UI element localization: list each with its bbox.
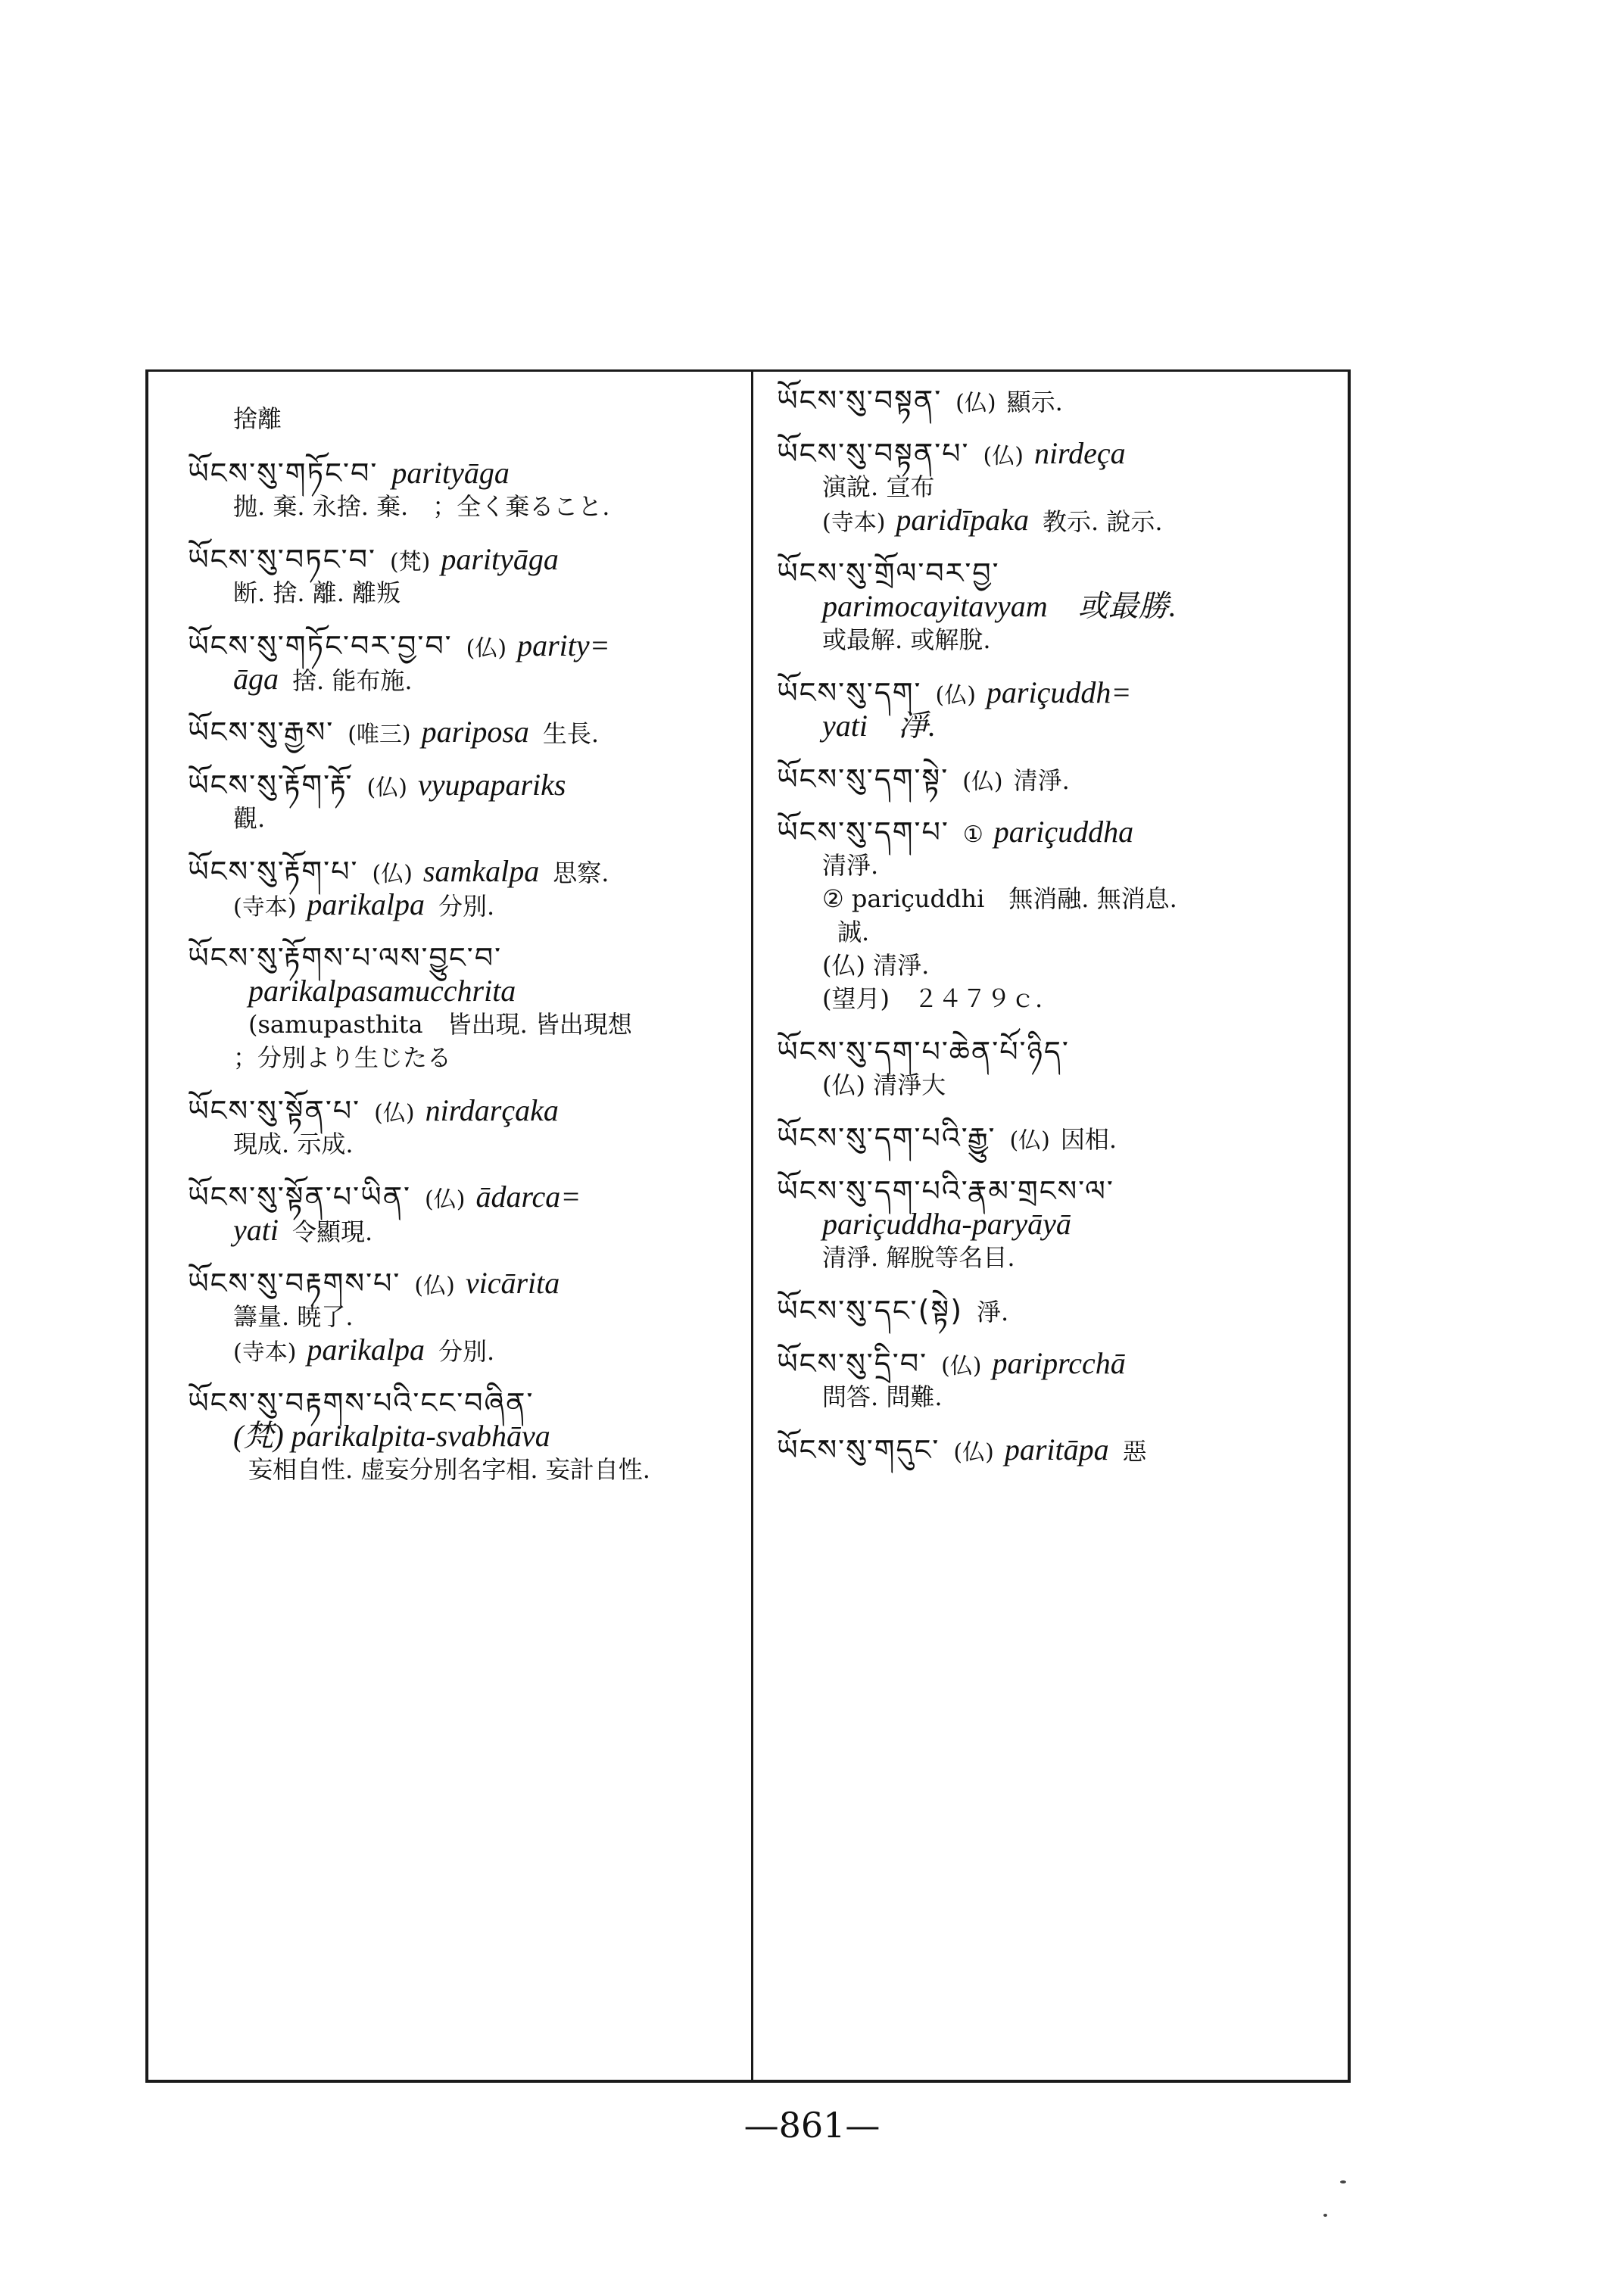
inline-gloss: 生長. [542,719,600,748]
gloss-line: (samupasthita 皆出現. 皆出現想 [248,1010,632,1039]
entry [777,1121,1336,1155]
tibetan-term: ཡོངས་སུ་གྲོལ་བར་བྱ་ [777,556,1000,590]
sanskrit-term: parikalpa [307,1332,425,1367]
gloss-line: 觀. [233,804,266,833]
sanskrit-term: samkalpa [422,854,540,888]
source-ref: (仏) [425,1186,466,1213]
sanskrit-term: pariçuddh= [986,675,1132,709]
sanskrit-term: vicārita [465,1266,560,1300]
tibetan-term: ཡོངས་སུ་དག་པ་ [777,815,949,849]
entry [188,1094,739,1161]
inline-gloss: 顯示. [1006,388,1063,416]
tibetan-term: ཡོངས་སུ་སྟོན་པ་ [188,1094,361,1127]
source-ref: (仏) [374,1100,415,1127]
source-ref: (仏) [935,682,976,709]
source-ref: (仏) [941,1353,982,1379]
gloss-line: (梵) parikalpita-svabhāva [233,1419,550,1453]
source-ref: (寺本) [233,1339,297,1366]
sanskrit-term: pariposa [421,715,529,749]
sanskrit-term: parityāga [391,456,510,490]
sanskrit-term: parity= [517,628,610,662]
head-note: 捨離 [233,404,282,433]
tibetan-term: ཡོངས་སུ་བརྟགས་པ་ [188,1267,401,1300]
gloss-line: parimocayitavyam 或最勝. [822,589,1177,623]
source-ref: (仏) [962,768,1003,795]
sanskrit-term: nirdeça [1033,436,1126,470]
tibetan-term: ཡོངས་སུ་བསྟན་ [777,384,943,417]
tibetan-term: ཡོངས་སུ་དང་(སྟེ) [777,1294,964,1327]
scan-speck [1323,2214,1327,2217]
tibetan-term: ཡོངས་སུ་གཏོང་བར་བྱ་བ་ [188,629,453,662]
entry [188,1267,739,1367]
sanskrit-continuation: yati 淨. [822,709,936,743]
entry [188,457,739,523]
entry [777,1433,1336,1466]
sanskrit-continuation: yati [233,1213,279,1247]
entry [777,1347,1336,1413]
gloss-line: 演說. 宣布 [822,472,935,501]
source-ref: (仏) [414,1273,455,1299]
source-ref: (梵) [389,549,431,575]
gloss-line: parikalpasamucchrita [248,974,516,1008]
gloss-line: 分別. [438,892,495,921]
page-number: —861— [743,2105,881,2146]
right-column [754,372,1351,2085]
gloss-line: 妄相自性. 虚妄分別名字相. 妄計自性. [248,1455,650,1484]
entry [188,768,739,835]
tibetan-term: ཡོངས་སུ་དག་སྟེ་ [777,762,949,796]
entry [188,1180,739,1247]
inline-gloss: 惡 [1122,1437,1147,1466]
gloss-line: 清淨. 解脫等名目. [822,1243,1015,1272]
inline-gloss: 清淨. [1013,766,1070,795]
gloss-line: 断. 捨. 離. 離叛 [233,578,401,607]
sanskrit-term: ādarca= [475,1180,581,1214]
column-divider [751,369,753,2083]
tibetan-term: ཡོངས་སུ་དག་པའི་རྒྱུ་ [777,1121,996,1155]
source-ref: (仏) [1009,1127,1050,1154]
inline-gloss: 淨. [977,1298,1009,1326]
entry [777,437,1336,537]
tibetan-term: ཡོངས་སུ་དག་ [777,676,922,709]
entry [777,676,1336,743]
tibetan-term: ཡོངས་སུ་གདུང་ [777,1433,940,1466]
tibetan-term: ཡོངས་སུ་དྲི་བ་ [777,1347,928,1380]
source-ref: (仏) [953,1439,994,1466]
entry [777,1035,1336,1102]
gloss-line: 教示. 說示. [1042,507,1163,536]
tibetan-term: ཡོངས་སུ་གཏོང་བ་ [188,457,379,490]
entry [188,1386,739,1486]
source-ref: (仏) [466,635,507,662]
tibetan-term: ཡོངས་སུ་དག་པའི་རྣམ་གྲངས་ལ་ [777,1174,1114,1208]
gloss-line: (仏) 清淨. [822,951,930,980]
sanskrit-term: vyupapariks [417,768,566,802]
tibetan-term: ཡོངས་སུ་བསྟན་པ་ [777,437,970,470]
entry [777,556,1336,656]
scan-speck [1340,2180,1346,2183]
gloss-line: 清淨. [822,851,879,880]
source-ref: ① [962,821,983,848]
entry [777,1294,1336,1327]
gloss-line: 分別. [438,1337,495,1366]
entry [777,762,1336,796]
gloss-line: 誠. [837,918,870,946]
gloss-line: 令顯現. [291,1217,373,1246]
gloss-line: 現成. 示成. [233,1130,354,1158]
gloss-line: (望月) ２４７９ｃ. [822,984,1043,1013]
dictionary-frame [145,369,1351,2083]
gloss-line: 問答. 問難. [822,1382,943,1411]
gloss-line: pariçuddha-paryāyā [822,1207,1071,1241]
sanskrit-term: pariprcchā [992,1346,1126,1380]
gloss-line: 抛. 棄. 永捨. 棄. ；全く棄ること. [233,492,610,521]
source-ref: (仏) [955,390,996,416]
entry [188,941,739,1074]
source-ref: (寺本) [233,894,297,921]
entry [777,815,1336,1015]
gloss-line: 籌量. 暁了. [233,1302,354,1331]
source-ref: (唯三) [348,722,411,748]
inline-gloss: 思察. [553,859,609,887]
sanskrit-term: pariçuddha [993,815,1134,849]
gloss-line: 捨. 能布施. [292,666,413,695]
entry [188,543,739,609]
gloss-line: 或最解. 或解脫. [822,625,991,654]
tibetan-term: ཡོངས་སུ་རྟོག་པ་ [188,855,359,888]
entry [188,715,739,749]
tibetan-term: ཡོངས་སུ་བཏང་བ་ [188,543,376,576]
tibetan-term: ཡོངས་སུ་རྟོག་རྟོ་ [188,768,354,802]
sanskrit-continuation: āga [233,662,279,696]
source-ref: (仏) [983,443,1024,469]
gloss-line: (仏) 清淨大 [822,1071,946,1099]
sanskrit-term: paritāpa [1004,1432,1109,1466]
source-ref: (仏) [366,775,407,801]
source-ref: (仏) [372,861,413,887]
source-ref: (寺本) [822,510,886,536]
sanskrit-term: nirdarçaka [425,1093,559,1127]
tibetan-term: ཡོངས་སུ་རྒྱས་ [188,715,335,749]
entry [188,855,739,921]
entry [777,384,1336,417]
sanskrit-term: paridīpaka [896,503,1029,537]
tibetan-term: ཡོངས་སུ་སྟོན་པ་ཡིན་ [188,1180,412,1214]
gloss-line: ② pariçuddhi 無消融. 無消息. [822,884,1177,913]
entry [188,629,739,696]
tibetan-term: ཡོངས་སུ་བརྟགས་པའི་ངང་བཞིན་ [188,1386,535,1420]
entry [777,1174,1336,1274]
gloss-line: ；分別より生じたる [233,1043,452,1072]
inline-gloss: 因相. [1060,1125,1117,1154]
left-column [148,372,754,2085]
sanskrit-term: parikalpa [307,887,425,921]
tibetan-term: ཡོངས་སུ་དག་པ་ཆེན་པོ་ཉིད་ [777,1035,1070,1068]
tibetan-term: ཡོངས་སུ་རྟོགས་པ་ལས་བྱུང་བ་ [188,941,503,974]
sanskrit-term: parityāga [441,542,559,576]
